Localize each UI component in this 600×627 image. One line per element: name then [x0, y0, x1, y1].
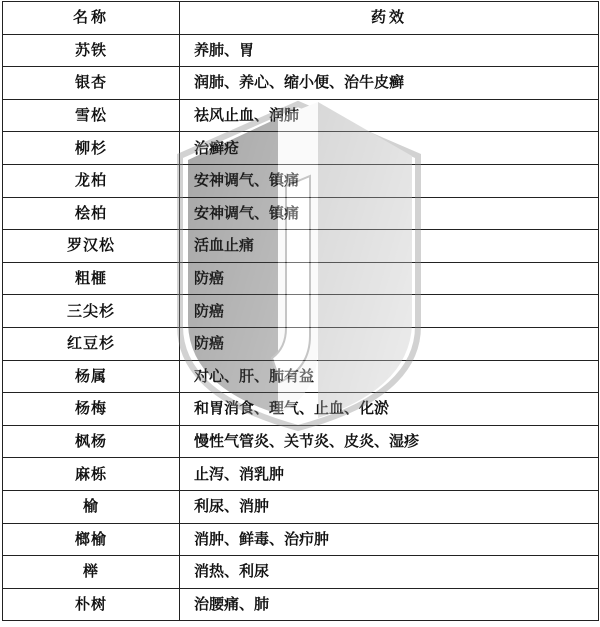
plant-effect: 防癌 — [180, 327, 599, 360]
table-row — [3, 490, 599, 523]
table-row — [3, 295, 599, 328]
plant-name: 杨梅 — [3, 393, 180, 426]
herb-efficacy-table — [2, 1, 599, 621]
plant-name: 杨属 — [3, 360, 180, 393]
plant-effect: 安神调气、镇痛 — [180, 197, 599, 230]
plant-effect: 消肿、鲜毒、治疖肿 — [180, 523, 599, 556]
plant-name: 苏铁 — [3, 34, 180, 67]
table-row — [3, 393, 599, 426]
plant-effect: 润肺、养心、缩小便、治牛皮癣 — [180, 67, 599, 100]
plant-effect: 治腰痛、肺 — [180, 588, 599, 621]
plant-name: 麻栎 — [3, 458, 180, 491]
plant-name: 榉 — [3, 556, 180, 589]
table-row — [3, 556, 599, 589]
plant-name: 粗榧 — [3, 262, 180, 295]
table-row — [3, 327, 599, 360]
plant-name: 榆 — [3, 490, 180, 523]
plant-effect: 防癌 — [180, 295, 599, 328]
header-effect: 药效 — [180, 2, 599, 35]
plant-name: 三尖杉 — [3, 295, 180, 328]
table-row — [3, 34, 599, 67]
plant-effect: 消热、利尿 — [180, 556, 599, 589]
table-row — [3, 458, 599, 491]
plant-name: 红豆杉 — [3, 327, 180, 360]
plant-effect: 安神调气、镇痛 — [180, 164, 599, 197]
table-row — [3, 360, 599, 393]
plant-effect: 治癣疮 — [180, 132, 599, 165]
header-name: 名称 — [3, 2, 180, 35]
table-row — [3, 588, 599, 621]
plant-name: 雪松 — [3, 99, 180, 132]
table-header — [3, 2, 599, 35]
table-body — [3, 34, 599, 621]
plant-effect: 防癌 — [180, 262, 599, 295]
table-row — [3, 230, 599, 263]
plant-effect: 利尿、消肿 — [180, 490, 599, 523]
table-row — [3, 164, 599, 197]
plant-name: 榔榆 — [3, 523, 180, 556]
table-row — [3, 99, 599, 132]
plant-name: 罗汉松 — [3, 230, 180, 263]
plant-effect: 活血止痛 — [180, 230, 599, 263]
table-row — [3, 425, 599, 458]
plant-name: 银杏 — [3, 67, 180, 100]
header-row — [3, 2, 599, 35]
table-row — [3, 262, 599, 295]
plant-effect: 和胃消食、理气、止血、化淤 — [180, 393, 599, 426]
table-row — [3, 197, 599, 230]
table-row — [3, 132, 599, 165]
plant-effect: 祛风止血、润肺 — [180, 99, 599, 132]
plant-name: 柳杉 — [3, 132, 180, 165]
plant-name: 桧柏 — [3, 197, 180, 230]
plant-effect: 止泻、消乳肿 — [180, 458, 599, 491]
table-row — [3, 67, 599, 100]
plant-effect: 对心、肝、肺有益 — [180, 360, 599, 393]
table-row — [3, 523, 599, 556]
plant-effect: 慢性气管炎、关节炎、皮炎、湿疹 — [180, 425, 599, 458]
plant-name: 枫杨 — [3, 425, 180, 458]
plant-name: 朴树 — [3, 588, 180, 621]
plant-effect: 养肺、胃 — [180, 34, 599, 67]
plant-name: 龙柏 — [3, 164, 180, 197]
